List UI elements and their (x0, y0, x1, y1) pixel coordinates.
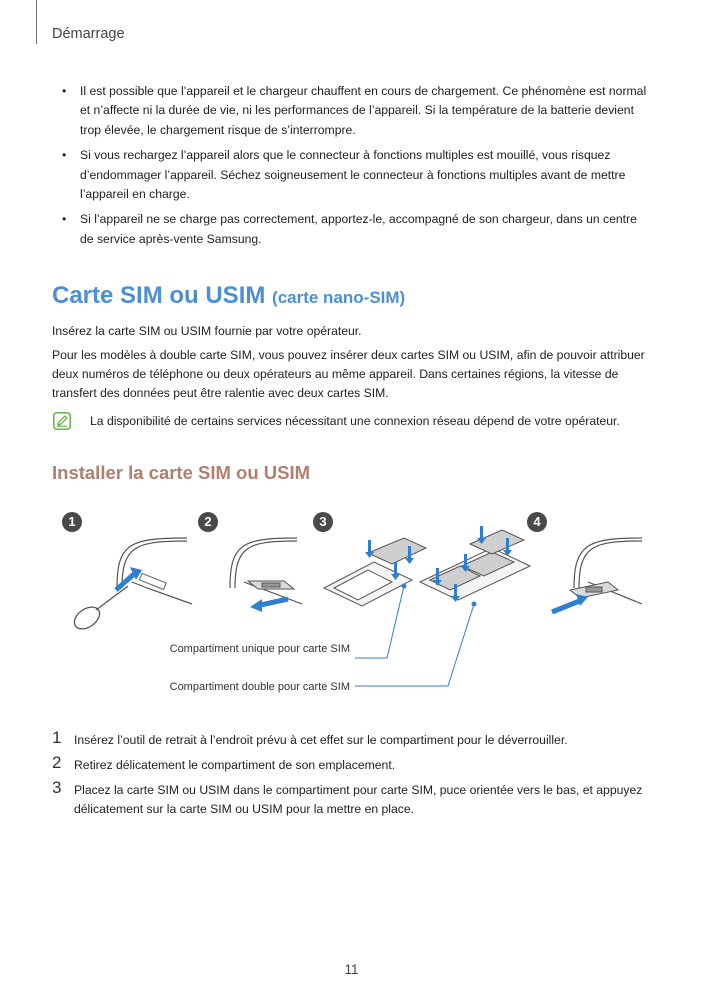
ejection-pin-icon (70, 586, 128, 633)
bullet-symbol: • (62, 84, 67, 98)
list-item (52, 728, 652, 750)
dual-sim-paragraph: Pour les modèles à double carte SIM, vous pouvez insérer deux cartes SIM ou USIM, afin de pouvoir attribuer deux numéros de téléphone ou deux opérateurs au même appareil. Dans certaines régions, la vitesse de transfert des données peut être ralentie avec deux cartes SIM. (52, 348, 645, 400)
sim-tray-step2 (248, 581, 294, 589)
list-item (52, 778, 652, 819)
bullet-symbol: • (62, 148, 67, 163)
dual-sim-tray (420, 530, 530, 600)
sim-intro-paragraph: Insérez la carte SIM ou USIM fournie par votre opérateur. (52, 324, 362, 338)
step-badge-2: 2 (198, 512, 218, 532)
callout-single-tray: Compartiment unique pour carte SIM (169, 643, 350, 655)
network-note: La disponibilité de certains services nécessitant une connexion réseau dépend de votre opérateur. (90, 414, 620, 428)
list-item (62, 210, 652, 249)
step-number: 1 (52, 728, 62, 747)
sim-title-main: Carte SIM ou USIM (52, 282, 266, 309)
sim-installation-illustration (52, 508, 652, 708)
charging-note-text: Si vous rechargez l’appareil alors que le connecteur à fonctions multiples est mouillé, vous risquez d’endommager l’appareil. Séchez soigneusement le connecteur à fonctions multiples avant de mettre l’appareil en charge. (80, 148, 626, 202)
note-pencil-icon (53, 412, 71, 430)
step-number: 3 (52, 778, 62, 797)
page-edge-line (36, 0, 37, 44)
list-item (62, 82, 652, 140)
step-badge-1: 1 (62, 512, 82, 532)
step-text: Placez la carte SIM ou USIM dans le compartiment pour carte SIM, puce orientée vers le bas, et appuyez délicatement sur la carte SIM ou USIM pour la mettre en place. (74, 783, 643, 816)
section-header: Démarrage (52, 26, 125, 42)
install-steps-list (52, 728, 652, 825)
step-badge-4: 4 (527, 512, 547, 532)
callout-dual-tray: Compartiment double pour carte SIM (169, 681, 350, 693)
step-text: Insérez l’outil de retrait à l’endroit prévu à cet effet sur le compartiment pour le déverrouiller. (74, 733, 568, 747)
phone-corner-step2 (230, 538, 302, 604)
sim-section-title (52, 282, 405, 310)
bullet-symbol: • (62, 212, 67, 227)
charging-note-text: Si l’appareil ne se charge pas correctement, apportez-le, accompagné de son chargeur, dans un centre de service après-vente Samsung. (80, 212, 637, 246)
install-section-title: Installer la carte SIM ou USIM (52, 462, 311, 483)
page-number: 11 (344, 962, 359, 977)
charging-note-text: Il est possible que l’appareil et le chargeur chauffent en cours de chargement. Ce phénomène est normal et n’affecte ni la durée de vie, ni les performances de l’appareil. Si la température de la batterie devient trop élevée, le chargement risque de s’interrompre. (80, 84, 647, 137)
list-item (62, 146, 652, 204)
step-text: Retirez délicatement le compartiment de son emplacement. (74, 758, 396, 772)
list-item (52, 753, 652, 775)
step-number: 2 (52, 753, 62, 772)
insert-tray-arrow-icon (552, 600, 582, 612)
arrow-head-icon (250, 599, 262, 612)
step-badge-3: 3 (313, 512, 333, 532)
phone-corner-step1 (117, 538, 192, 604)
sim-title-suffix: (carte nano-SIM) (272, 288, 406, 307)
charging-notes-list (62, 82, 652, 255)
